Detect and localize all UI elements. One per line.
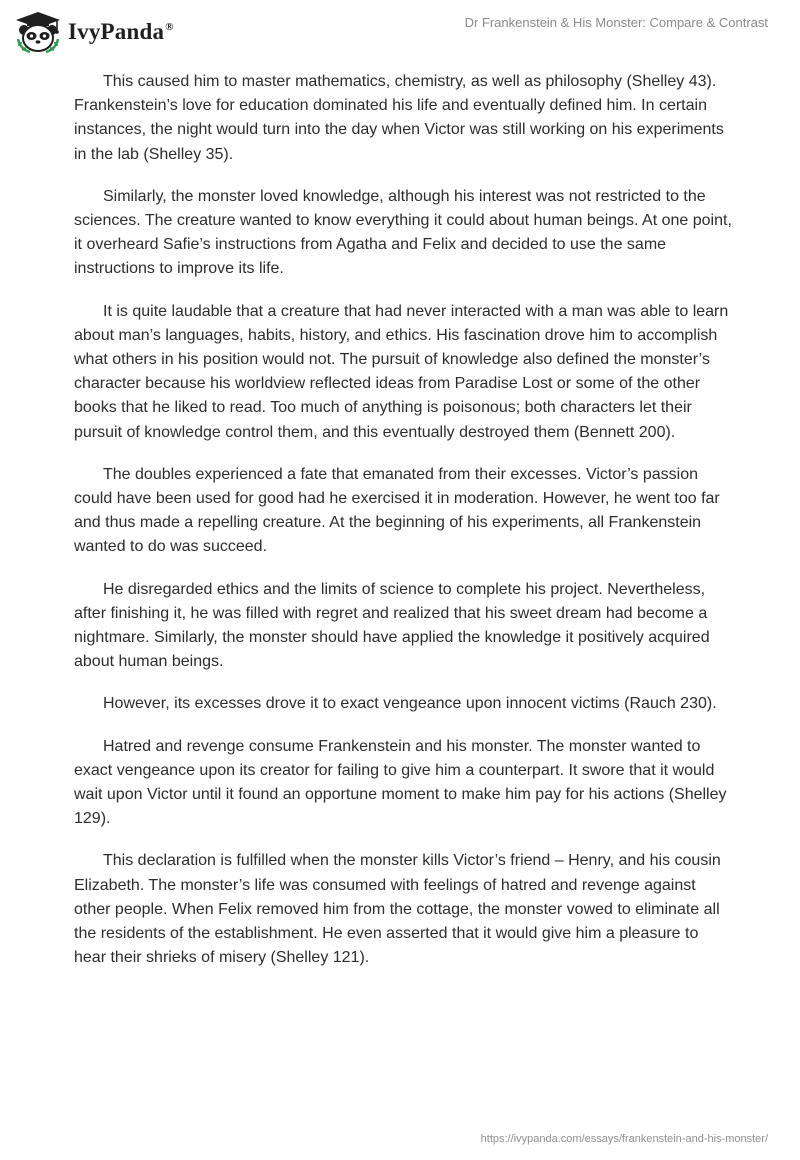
essay-body [74,70,734,989]
paragraph: This declaration is fulfilled when the monster kills Victor’s friend – Henry, and his cousin Elizabeth. The monster’s life was consumed with feelings of hatred and revenge against other people. When Felix removed him from the cottage, the monster vowed to eliminate all the residents of the establishment. He even asserted that it would give him a pleasure to hear their shrieks of misery (Shelley 121). [74,852,721,967]
page-header [0,0,800,70]
ivypanda-logo[interactable] [14,11,174,53]
paragraph: However, its excesses drove it to exact vengeance upon innocent victims (Rauch 230). [103,695,717,713]
registered-mark: ® [165,21,174,34]
logo-text: IvyPanda® [68,19,174,44]
paragraph: This caused him to master mathematics, chemistry, as well as philosophy (Shelley 43). Frankenstein’s love for education dominated his life and eventually defined him. In certain instances, the night would turn into the day when Victor was still working on his experiments in the lab (Shelley 35). [74,73,724,163]
paragraph: Hatred and revenge consume Frankenstein and his monster. The monster wanted to exact vengeance upon its creator for failing to give him a counterpart. It swore that it would wait upon Victor until it found an opportune moment to make him pay for his actions (Shelley 129). [74,737,727,828]
source-url-link[interactable]: https://ivypanda.com/essays/frankenstein-and-his-monster/ [480,1133,768,1145]
paragraph: Similarly, the monster loved knowledge, although his interest was not restricted to the sciences. The creature wanted to know everything it could about human beings. At one point, it overheard Safie’s instructions from Agatha and Felix and decided to use the same instructions to improve its life. [74,187,732,278]
paragraph: The doubles experienced a fate that emanated from their excesses. Victor’s passion could have been used for good had he exercised it in moderation. However, he went too far and thus made a repelling creature. At the beginning of his experiments, all Frankenstein wanted to do was succeed. [74,465,720,556]
panda-graduate-icon [14,11,62,53]
paragraph: He disregarded ethics and the limits of science to complete his project. Nevertheless, after finishing it, he was filled with regret and realized that his sweet dream had become a nightmare. Similarly, the monster should have applied the knowledge it positively acquired about human beings. [74,580,710,671]
document-title: Dr Frankenstein & His Monster: Compare & Contrast [464,15,768,30]
paragraph: It is quite laudable that a creature that had never interacted with a man was able to learn about man’s languages, habits, history, and ethics. His fascination drove him to accomplish what others in his position would not. The pursuit of knowledge also defined the monster’s character because his worldview reflected ideas from Paradise Lost or some of the other books that he liked to read. Too much of anything is poisonous; both characters let their pursuit of knowledge control them, and this eventually destroyed them (Bennett 200). [74,302,729,441]
